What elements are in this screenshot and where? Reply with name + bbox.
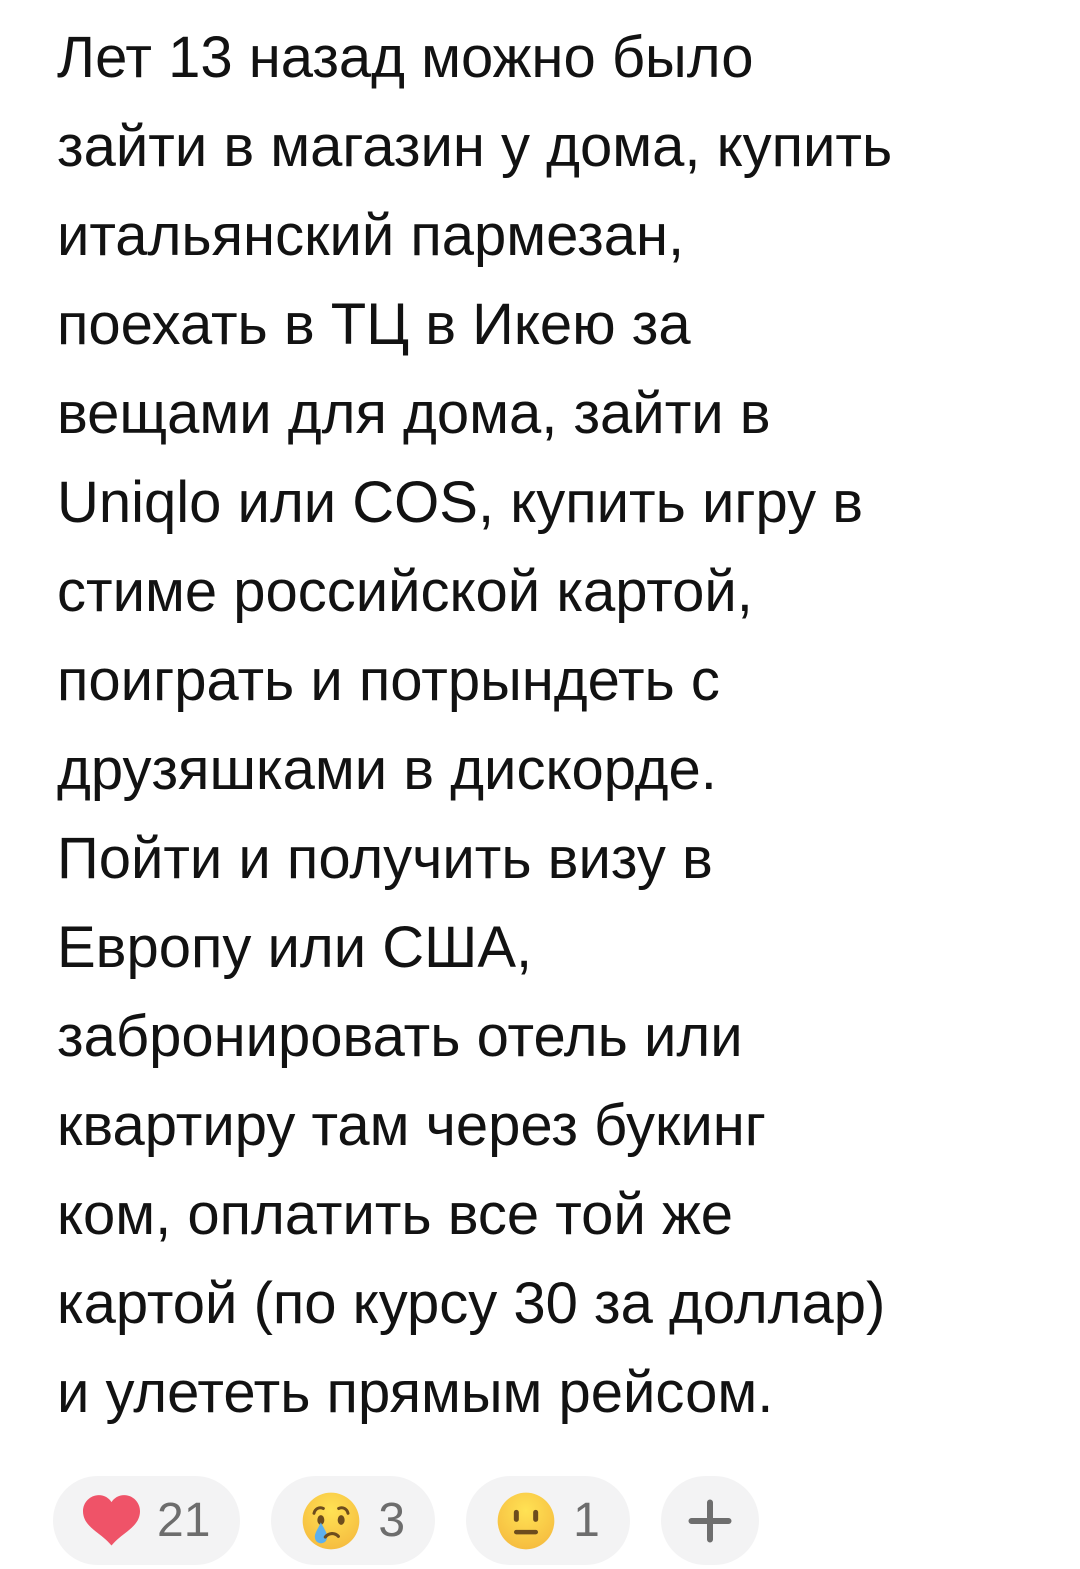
reaction-neutral-button[interactable] [466, 1476, 630, 1565]
post-text-line: Лет 13 назад можно было [57, 25, 754, 90]
post-text-line: и улететь прямым рейсом. [57, 1360, 774, 1425]
add-reaction-button[interactable] [661, 1476, 759, 1565]
post-text-line: Uniqlo или COS, купить игру в [57, 470, 864, 535]
heart-icon [83, 1495, 140, 1547]
post-text-line: ком, оплатить все той же [57, 1182, 734, 1247]
reactions-bar [53, 1476, 759, 1565]
crying-face-icon [301, 1491, 361, 1551]
post-text-line: друзяшками в дискорде. [57, 737, 717, 802]
reaction-crying-button[interactable] [271, 1476, 435, 1565]
neutral-face-icon [496, 1491, 556, 1551]
post-text-line: зайти в магазин у дома, купить [57, 114, 893, 179]
reaction-count: 21 [157, 1494, 211, 1547]
post-text-line: вещами для дома, зайти в [57, 381, 771, 446]
post-text-line: квартиру там через букинг [57, 1093, 766, 1158]
post-text-line: забронировать отель или [57, 1004, 743, 1069]
post-text-line: стиме российской картой, [57, 559, 753, 624]
reaction-heart-button[interactable] [53, 1476, 240, 1565]
plus-icon [688, 1499, 732, 1543]
reaction-count: 1 [573, 1494, 600, 1547]
post-text-line: Европу или США, [57, 915, 533, 980]
post-text-line: итальянский пармезан, [57, 203, 685, 268]
post-text-line: поиграть и потрындеть с [57, 648, 720, 713]
reaction-count: 3 [378, 1494, 406, 1547]
post-text-line: картой (по курсу 30 за доллар) [57, 1271, 886, 1336]
post-text-line: Пойти и получить визу в [57, 826, 713, 891]
post-text-line: поехать в ТЦ в Икею за [57, 292, 691, 357]
